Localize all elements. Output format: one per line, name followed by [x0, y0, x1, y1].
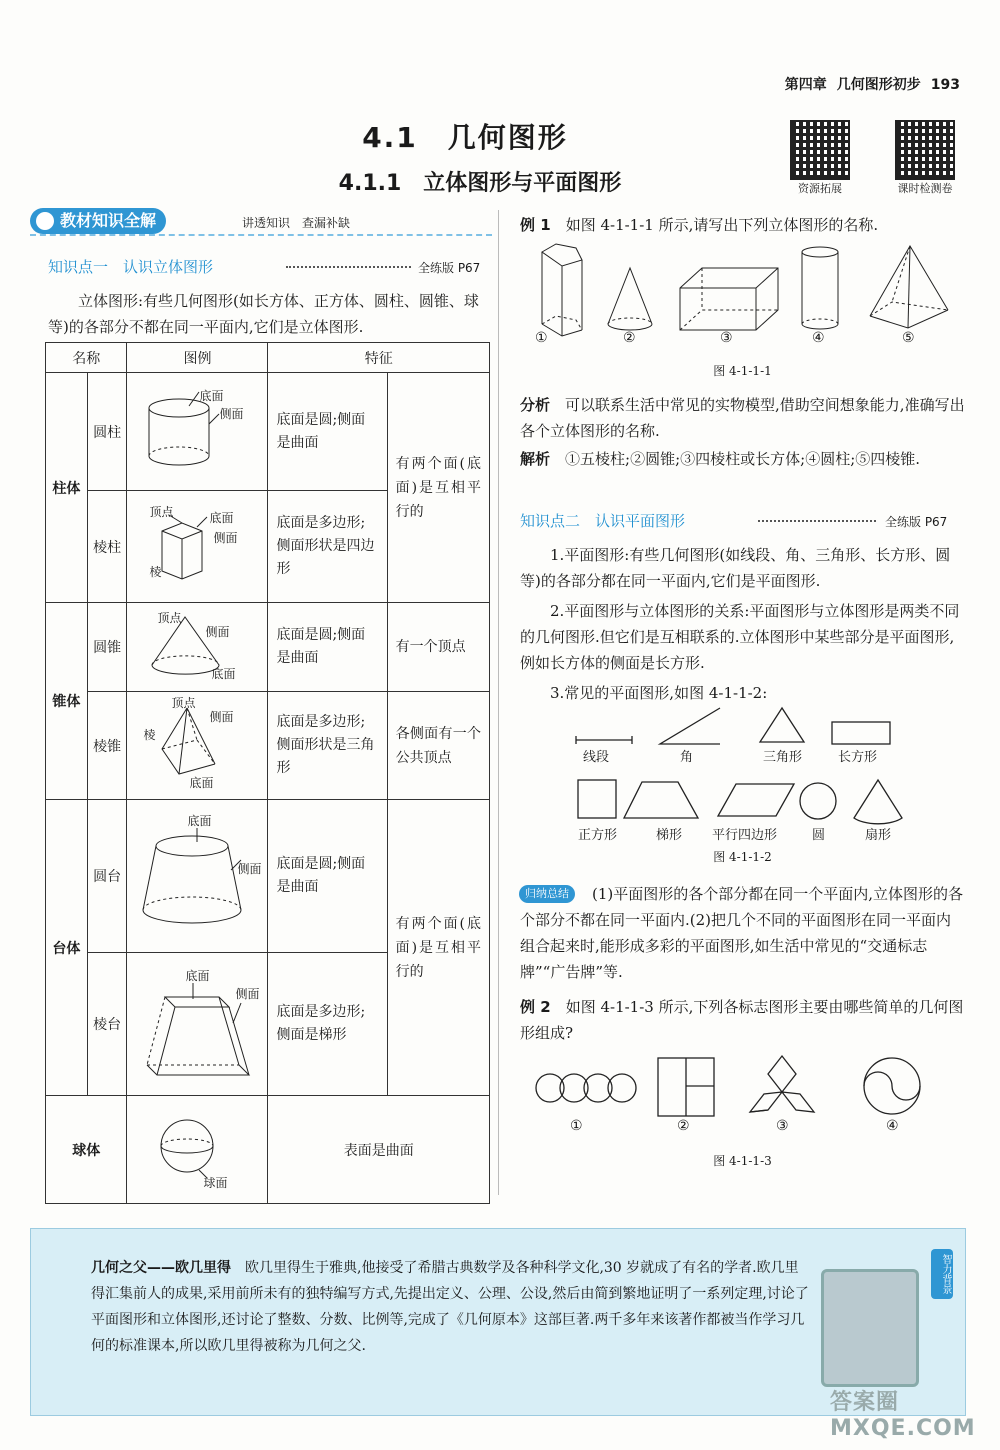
name-prism-frustum: 棱台	[87, 953, 127, 1096]
cone-figure	[127, 603, 268, 692]
label-vertex: 顶点	[171, 696, 196, 710]
plane-shapes-figure	[520, 702, 970, 842]
section-banner	[30, 208, 492, 236]
circle-icon	[800, 783, 836, 819]
feature-frustum-shared: 有两个面(底面)是互相平行的	[387, 800, 489, 1096]
col-feature: 特征	[268, 343, 490, 373]
shape-label: 正方形	[578, 828, 618, 843]
label-lateral: 侧面	[209, 710, 234, 724]
summary-text: (1)平面图形的各个部分都在同一个平面内,立体图形的各个部分不都在同一平面内.(2)把几个不同的平面图形在同一平面内组合起来时,能形成多彩的平面图形,如生活中常见的“交通标志牌”“广告牌”等.	[520, 885, 964, 981]
cat-prism-cylinder: 柱体	[46, 373, 88, 603]
col-name: 名称	[46, 343, 127, 373]
ex2-question: 如图 4-1-1-3 所示,下列各标志图形主要由哪些简单的几何图形组成?	[520, 998, 964, 1042]
label-lateral: 侧面	[205, 625, 230, 639]
kp2-para-3: 3.常见的平面图形,如图 4-1-1-2:	[550, 684, 768, 702]
name-cone-frustum: 圆台	[87, 800, 127, 953]
banner-label: 教材知识全解	[60, 211, 157, 230]
cone-icon	[127, 603, 267, 687]
qr-label: 课时检测卷	[897, 182, 953, 195]
ex1-analysis	[520, 392, 965, 444]
kp1-ref: 全练版 P67	[418, 261, 481, 275]
ex1-question: 如图 4-1-1-1 所示,请写出下列立体图形的名称.	[565, 216, 879, 234]
feature-prism-shared: 有两个面(底面)是互相平行的	[387, 373, 489, 603]
olympic-rings-icon	[536, 1074, 636, 1102]
shape-label: 圆	[812, 828, 826, 843]
feature-prism: 底面是多边形;侧面形状是四边形	[268, 491, 387, 603]
cylinder-figure	[127, 373, 268, 491]
feature-cone-shared: 有一个顶点	[387, 603, 489, 692]
ex2-num: ①	[570, 1118, 583, 1134]
shape-label: 线段	[583, 750, 610, 765]
prism-frustum-figure	[127, 953, 268, 1096]
shape-label: 梯形	[656, 828, 683, 843]
banner-pill	[30, 208, 166, 234]
ex1-caption: 图 4-1-1-1	[713, 364, 772, 378]
square-icon	[578, 780, 616, 818]
feature-sphere: 表面是曲面	[268, 1096, 490, 1204]
label-lateral: 侧面	[235, 987, 260, 1001]
euclid-box	[30, 1228, 966, 1416]
prism-icon	[127, 493, 267, 597]
megaphone-icon	[36, 212, 54, 230]
kp1-text: 立体图形:有些几何图形(如长方体、正方体、圆柱、圆锥、球等)的各部分不都在同一平面内,它们是立体图形.	[48, 292, 479, 336]
watermark: 答案圈 MXQE.COM	[830, 1390, 976, 1441]
answer-label: 解析	[520, 450, 551, 468]
euclid-body: 欧几里得生于雅典,他接受了希腊古典数学及各种科学文化,30 岁就成了有名的学者.欧几里得汇集前人的成果,采用前所未有的独特编写方式,先提出定义、公理、公设,然后由简到繁地证明了一系列定理,讨论了平面图形和立体图形,还讨论了整数、分数、比例等,完成了《几何原本》这部巨著.两千多年来该著作都被当作学习几何的标准课本,所以欧几里得被称为几何之父.	[91, 1260, 809, 1354]
ex1-num: ⑤	[902, 330, 915, 346]
triangle-icon	[760, 708, 804, 742]
column-divider	[498, 210, 499, 1195]
label-base: 底面	[211, 667, 236, 681]
shape-label: 三角形	[763, 750, 803, 765]
name-cylinder: 圆柱	[87, 373, 127, 491]
ex1-label: 例 1	[520, 216, 551, 234]
ex2-question-row	[520, 994, 965, 1046]
name-prism: 棱柱	[87, 491, 127, 603]
shape-label: 扇形	[865, 828, 892, 843]
cylinder-icon	[802, 247, 838, 329]
ex1-question-row	[520, 212, 965, 238]
yin-yang-icon	[864, 1058, 920, 1114]
ex2-num: ③	[776, 1118, 789, 1134]
qr-code-icon	[790, 120, 850, 180]
sector-icon	[854, 780, 902, 824]
cat-cone-pyramid: 锥体	[46, 603, 88, 800]
name-cone: 圆锥	[87, 603, 127, 692]
label-base: 底面	[209, 511, 234, 525]
leader-dots	[286, 260, 411, 268]
shape-label: 平行四边形	[712, 828, 778, 843]
parallelogram-icon	[718, 784, 794, 816]
analysis-label: 分析	[520, 396, 551, 414]
qr-resource[interactable]	[780, 120, 860, 196]
cuboid-icon	[680, 268, 778, 330]
banner-tag: 讲透知识 查漏补缺	[242, 216, 351, 230]
euclid-portrait	[821, 1269, 919, 1387]
label-vertex: 顶点	[157, 611, 182, 625]
sphere-icon	[127, 1098, 267, 1198]
section-title: 4.1 几何图形	[362, 121, 568, 154]
label-base: 底面	[187, 814, 212, 828]
kp1-heading: 知识点一 认识立体图形	[48, 258, 214, 276]
shape-label: 角	[680, 750, 694, 765]
ex2-figures	[520, 1050, 970, 1120]
ex1-num: ③	[720, 330, 733, 346]
cone-icon	[608, 268, 652, 330]
feature-prism-frustum: 底面是多边形;侧面是梯形	[268, 953, 387, 1096]
euclid-heading: 几何之父——欧几里得	[91, 1260, 231, 1276]
name-pyramid: 棱锥	[87, 692, 127, 800]
ex2-label: 例 2	[520, 998, 551, 1016]
label-base: 底面	[189, 776, 214, 790]
analysis-text: 可以联系生活中常见的实物模型,借助空间想象能力,准确写出各个立体图形的名称.	[520, 396, 965, 440]
label-vertex: 顶点	[149, 505, 174, 519]
euclid-text	[91, 1255, 811, 1359]
kp1-heading-row	[48, 256, 493, 277]
square-pyramid-icon	[870, 246, 948, 328]
label-edge: 棱	[149, 565, 162, 579]
leader-dots	[758, 514, 876, 522]
ex1-answer	[520, 446, 965, 472]
segment-icon	[576, 736, 632, 744]
euclid-tag: 智力背景	[931, 1249, 953, 1299]
running-head	[775, 74, 960, 94]
sphere-figure	[127, 1096, 268, 1204]
kp2-caption: 图 4-1-1-2	[713, 850, 772, 864]
feature-cone: 底面是圆;侧面是曲面	[268, 603, 387, 692]
ex1-num: ②	[623, 330, 636, 346]
cone-frustum-figure	[127, 800, 268, 953]
label-lateral: 侧面	[219, 407, 244, 421]
solid-shapes-table	[45, 342, 490, 1204]
feature-pyramid-shared: 各侧面有一个公共顶点	[387, 692, 489, 800]
label-lateral: 侧面	[213, 531, 238, 545]
feature-cylinder: 底面是圆;侧面是曲面	[268, 373, 387, 491]
ex2-caption: 图 4-1-1-3	[713, 1154, 772, 1168]
angle-icon	[660, 708, 720, 744]
kp2-heading: 知识点二 认识平面图形	[520, 512, 686, 530]
ex1-num: ①	[535, 330, 548, 346]
label-base: 底面	[199, 389, 224, 403]
label-base: 底面	[185, 969, 210, 983]
cylinder-icon	[127, 374, 267, 486]
kp2-para-1: 1.平面图形:有些几何图形(如线段、角、三角形、长方形、圆等)的各部分都在同一平面内,它们是平面图形.	[520, 546, 951, 590]
qr-label: 资源拓展	[798, 182, 842, 195]
feature-pyramid: 底面是多边形;侧面形状是三角形	[268, 692, 387, 800]
kp2-heading-row	[520, 510, 965, 531]
shape-label: 长方形	[838, 750, 878, 765]
ex2-num: ②	[677, 1118, 690, 1134]
label-lateral: 侧面	[237, 862, 262, 876]
col-figure: 图例	[127, 343, 268, 373]
cat-frustum: 台体	[46, 800, 88, 1096]
summary-badge: 归纳总结	[519, 885, 575, 903]
qr-code-icon	[895, 120, 955, 180]
answer-text: ①五棱柱;②圆锥;③四棱柱或长方体;④圆柱;⑤四棱锥.	[565, 450, 921, 468]
label-edge: 棱	[143, 728, 156, 742]
feature-cone-frustum: 底面是圆;侧面是曲面	[268, 800, 387, 953]
trapezoid-icon	[624, 782, 698, 818]
page-number: 193	[930, 77, 960, 93]
section-subtitle: 4.1.1 立体图形与平面图形	[338, 171, 622, 196]
pyramid-figure	[127, 692, 268, 800]
chapter-title: 几何图形初步	[836, 77, 921, 93]
rectangle-icon	[832, 722, 890, 744]
pentagonal-prism-icon	[542, 244, 582, 336]
chapter-label: 第四章	[784, 77, 827, 93]
qr-test[interactable]	[885, 120, 965, 196]
kp2-para-2: 2.平面图形与立体图形的关系:平面图形与立体图形是两类不同的几何图形.但它们是互相联系的.立体图形中某些部分是平面图形,例如长方体的侧面是长方形.	[520, 602, 960, 672]
ex1-num: ④	[812, 330, 825, 346]
quartered-square-icon	[658, 1058, 714, 1116]
three-diamonds-icon	[750, 1056, 814, 1112]
ex2-num: ④	[886, 1118, 899, 1134]
kp2-ref: 全练版 P67	[885, 515, 948, 529]
cat-sphere: 球体	[46, 1096, 127, 1204]
label-sphere-surface: 球面	[203, 1176, 228, 1190]
prism-figure	[127, 491, 268, 603]
